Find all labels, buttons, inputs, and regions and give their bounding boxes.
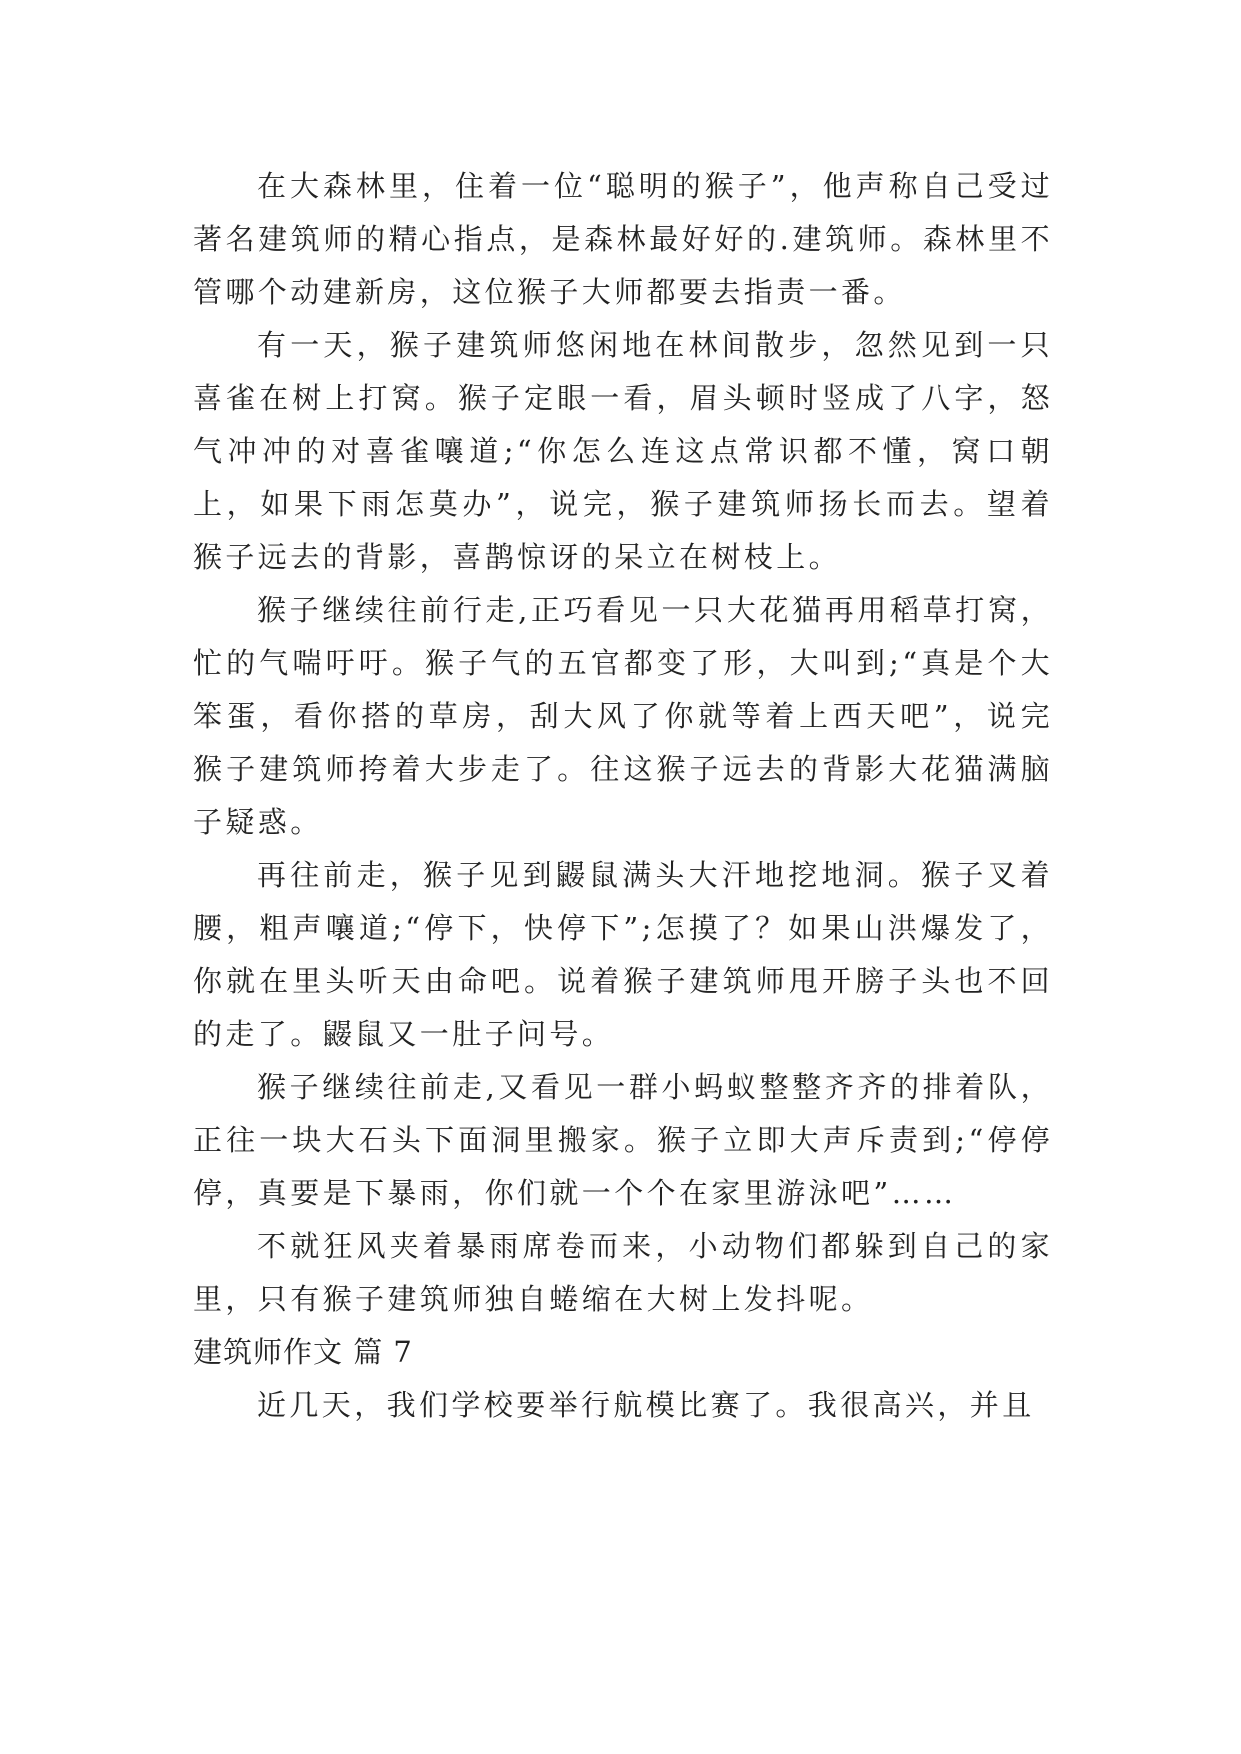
paragraph: 在大森林里，住着一位“聪明的猴子”，他声称自己受过著名建筑师的精心指点，是森林最好好的.建筑师。森林里不管哪个动建新房，这位猴子大师都要去指责一番。 <box>193 169 1053 309</box>
paragraph: 不就狂风夹着暴雨席卷而来，小动物们都躲到自己的家里，只有猴子建筑师独自蜷缩在大树上发抖呢。 <box>193 1229 1053 1316</box>
document-body <box>193 160 1053 1432</box>
paragraph: 近几天，我们学校要举行航模比赛了。我很高兴，并且 <box>257 1388 1035 1422</box>
paragraph: 猴子继续往前行走,正巧看见一只大花猫再用稻草打窝，忙的气喘吁吁。猴子气的五官都变了形，大叫到;“真是个大笨蛋，看你搭的草房，刮大风了你就等着上西天吧”，说完猴子建筑师挎着大步走了。往这猴子远去的背影大花猫满脑子疑惑。 <box>193 593 1053 839</box>
paragraph: 有一天，猴子建筑师悠闲地在林间散步，忽然见到一只喜雀在树上打窝。猴子定眼一看，眉头顿时竖成了八字，怒气冲冲的对喜雀嚷道;“你怎么连这点常识都不懂，窝口朝上，如果下雨怎莫办”，说完，猴子建筑师扬长而去。望着猴子远去的背影，喜鹊惊讶的呆立在树枝上。 <box>193 328 1053 574</box>
paragraph: 再往前走，猴子见到鼹鼠满头大汗地挖地洞。猴子叉着腰，粗声嚷道;“停下，快停下”;怎摸了？如果山洪爆发了，你就在里头听天由命吧。说着猴子建筑师甩开膀子头也不回的走了。鼹鼠又一肚子问号。 <box>193 858 1053 1051</box>
section-heading: 建筑师作文 篇 7 <box>193 1335 413 1369</box>
paragraph: 猴子继续往前走,又看见一群小蚂蚁整整齐齐的排着队，正往一块大石头下面洞里搬家。猴子立即大声斥责到;“停停停，真要是下暴雨，你们就一个个在家里游泳吧”…… <box>193 1070 1053 1210</box>
